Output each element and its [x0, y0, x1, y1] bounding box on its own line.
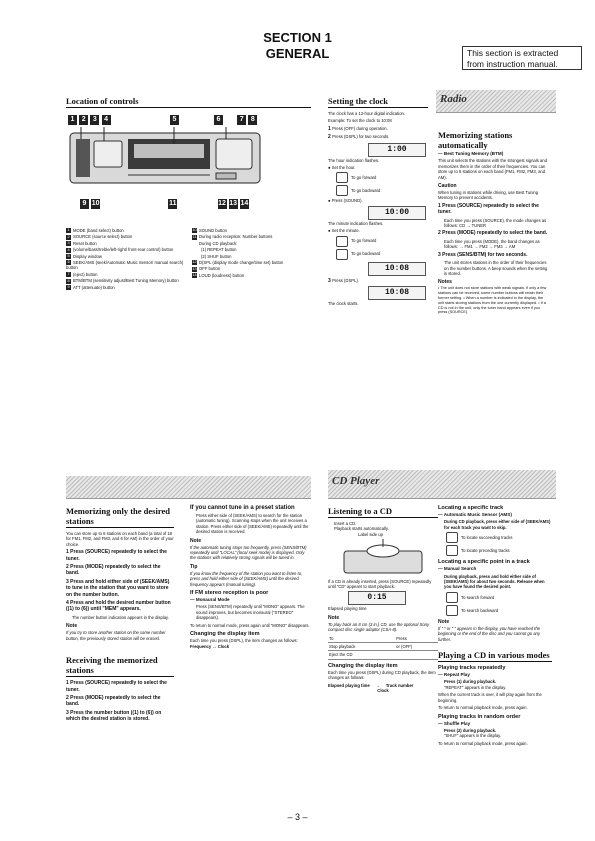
caution-text: When tuning in stations while driving, use Best Tuning Memory to prevent accidents.	[438, 190, 539, 201]
locate-backward: To locate preceding tracks	[446, 545, 552, 556]
seek-button-icon	[446, 605, 458, 616]
fm-body: Press (SENS/BTM) repeatedly until "MONO" appears. The sound improves, but becomes monaural ("STEREO" disappears).	[196, 604, 305, 621]
shuffle-step-detail: "SHUF" appears in the display.	[444, 733, 502, 739]
hour-forward: To go forward	[336, 172, 428, 183]
cd-body: If a CD is already inserted, press (SOURCE) repeatedly until "CD" appears to start playback.	[328, 578, 432, 590]
receive-step-3: 3 Press the number button ((1) to (6)) on which the desired station is stored.	[66, 709, 162, 723]
radio-step-2-detail: Each time you press (MODE), the band changes as follows: → FM1 → FM2 → FM3 → AM	[444, 238, 540, 250]
callout-8: 8	[248, 115, 257, 125]
minute-forward: To go forward	[336, 236, 428, 247]
shuffle-subtitle: — Shuffle Play	[438, 720, 471, 726]
search-forward: To search forward	[446, 592, 552, 603]
display-item-heading: Changing the display item	[190, 631, 260, 638]
cd-banner	[328, 470, 556, 499]
repeat-step-detail: "REPEAT" appears in the display.	[444, 684, 507, 690]
legend-item: 14 LOUD (loudness) button	[192, 272, 245, 278]
table-cell: Eject the CD	[328, 651, 395, 659]
cd-display-sequence: Elapsed playing time → Track number	[328, 682, 414, 688]
cd-display-clock: Clock	[377, 688, 389, 694]
memo-body: You can store up to 6 stations on each band (a total of 18 for FM1, FM2, and FM3, and 6 for AM) in the order of your choice.	[66, 531, 174, 547]
cd-display-heading: Changing the display item	[328, 662, 398, 669]
table-header: Press	[395, 635, 438, 643]
radio-banner-2	[66, 476, 311, 499]
shuffle-return: To return to normal playback mode, press again.	[438, 740, 528, 746]
setting-the-clock	[328, 96, 428, 306]
callout-1: 1	[68, 115, 77, 125]
radio-step-1: 1 Press (SOURCE) repeatedly to select the tuner.	[438, 202, 539, 216]
memo-step-4: 4 Press and hold the desired number button ((1) to (6)) until "MEM" appears.	[66, 600, 171, 613]
table-header: To	[328, 635, 395, 643]
repeat-subtitle: — Repeat Play	[438, 672, 470, 678]
clock-step-1: 1 Press (OFF) during operation.	[328, 125, 388, 132]
clock-lcd-1: 1:00	[368, 143, 426, 157]
legend-item: (1) REPEAT button	[201, 247, 237, 253]
radio-notes: • The unit does not store stations with weak signals. If only a few stations can be received, some number buttons will retain their former setting. • When a number is indicated in the display, the unit starts storing stations from the one currently displayed. • If a CD is not in the unit, only the tuner band appears even if you press (SOURCE).	[438, 286, 547, 315]
locate-body: During CD playback, press either side of (SEEK/AMS) for each track you want to skip.	[444, 519, 551, 530]
cd-insert-illustration	[338, 537, 428, 577]
location-of-controls	[66, 96, 311, 291]
legend-item: 1 MODE (band select) button	[67, 228, 124, 233]
radio-subtitle: — Best Tuning Memory (BTM)	[438, 151, 504, 156]
cd-lcd: 0:15	[348, 591, 406, 605]
section-name: GENERAL	[265, 46, 330, 61]
radio-body: This unit selects the stations with the strongest signals and memorizes them in the order of their frequencies. You can store up to 6 stations on each band (FM1, FM2, FM3, and AM).	[438, 158, 547, 180]
legend-item: 7 (eject) button	[67, 271, 98, 277]
cd-note-heading: Note	[328, 614, 340, 621]
seek-button-icon	[446, 532, 458, 543]
locate-point-title: Locating a specific point in a track	[438, 559, 530, 566]
section-number: SECTION 1	[263, 30, 332, 45]
display-item-body: Each time you press (DSPL), the item changes as follows:	[190, 638, 298, 644]
minute-backward: To go backward	[336, 249, 428, 260]
memo-note: If you try to store another station on the same number button, the previously stored station will be erased.	[66, 630, 166, 641]
memorizing-desired	[66, 506, 174, 725]
device-illustration	[66, 111, 311, 216]
cd-banner-label: CD Player	[332, 475, 380, 487]
callout-12: 12	[218, 200, 226, 207]
cd-label-side: Label side up	[358, 531, 383, 537]
seek-button-icon	[336, 185, 348, 196]
legend-item: 2 SOURCE (source select) button	[67, 234, 133, 240]
callouts-top-left	[68, 115, 112, 125]
legend-item: 13 OFF button	[192, 266, 221, 272]
legend-right	[192, 228, 302, 291]
legend-item: 5 Display window	[67, 253, 102, 259]
repeat-note: When the current track is over, it will play again from the beginning.	[438, 692, 542, 703]
clock-lcd-3: 10:08	[368, 262, 426, 276]
extract-note: This section is extracted from instruction manual.	[467, 48, 559, 69]
cannot-tune	[190, 502, 310, 649]
clock-example: Example: To set the clock to 10:08	[328, 118, 392, 124]
cd-note: To play back an 8 cm (3 in.) CD, use the optional Sony compact disc single adaptor (CSA-8).	[328, 621, 430, 633]
cannot-body: Press either side of (SEEK/AMS) to search for the station (automatic tuning). Scanning stops when the unit receives a station. Press either side of (SEEK/AMS) repeatedly until the desired station is received.	[196, 513, 309, 535]
clock-caption-4: The clock starts.	[328, 301, 359, 307]
legend-item: 6 SEEK/AMS (seek/Automatic Music Sensor/ manual search) button	[66, 260, 184, 271]
receive-title: Receiving the memorized stations	[66, 655, 158, 676]
clock-intro: The clock has a 12-hour digital indication.	[328, 111, 406, 116]
memo-note-heading: Note	[66, 623, 78, 630]
callout-5: 5	[170, 115, 179, 125]
callout-6: 6	[214, 115, 223, 125]
locate-point-body: During playback, press and hold either side of (SEEK/AMS) for about two seconds. Release when you have found the desired point.	[444, 573, 545, 590]
cannot-tip: If you know the frequency of the station you want to listen to, press and hold either side of (SEEK/AMS) until the desired frequency appears (manual tuning).	[190, 570, 303, 587]
memo-step-4-detail: The number button indication appears in the display.	[72, 614, 169, 620]
seek-button-icon	[336, 172, 348, 183]
title-rule	[328, 107, 428, 108]
locating-track	[438, 502, 552, 746]
title-rule	[66, 676, 174, 677]
clock-bullet-b: ● Set the minute.	[328, 228, 360, 234]
memo-step-2: 2 Press (MODE) repeatedly to select the band.	[66, 564, 161, 577]
radio-title: Memorizing stations automatically	[438, 130, 513, 150]
callout-14: 14	[240, 200, 249, 207]
seek-button-icon	[336, 249, 348, 260]
locate-title: Locating a specific track	[438, 505, 504, 511]
display-item-sequence: Frequency ↔ Clock	[190, 643, 230, 649]
cannot-tip-heading: Tip	[190, 563, 198, 570]
locate-subtitle: — Automatic Music Sensor (AMS)	[438, 512, 512, 517]
title-rule	[66, 527, 174, 528]
hour-backward: To go backward	[336, 185, 428, 196]
repeat-step: Press (1) during playback.	[444, 679, 497, 685]
seek-button-icon	[446, 545, 458, 556]
callout-7: 7	[237, 115, 246, 125]
memo-title: Memorizing only the desired stations	[66, 506, 170, 526]
legend-item: During CD playback:	[199, 240, 238, 246]
cannot-title: If you cannot tune in a preset station	[190, 505, 295, 511]
legend-item: (2) SHUF button	[201, 253, 232, 259]
clock-press-sound: ● Press (SOUND).	[328, 198, 363, 204]
locate-note: If " " or " " appears in the display, you have reached the beginning or the end of the disc and you cannot go any further.	[438, 625, 541, 642]
radio-step-2: 2 Press (MODE) repeatedly to select the band.	[438, 230, 548, 237]
receive-step-1: 1 Press (SOURCE) repeatedly to select the tuner.	[66, 680, 167, 693]
locate-point-subtitle: — Manual Search	[438, 566, 477, 572]
callout-3: 3	[90, 115, 99, 125]
callout-9: 9	[80, 199, 89, 209]
radio-banner	[436, 90, 556, 113]
playing-title: Playing a CD in various modes	[438, 650, 550, 661]
fm-subtitle: — Monaural Mode	[190, 597, 230, 603]
page-number: – 3 –	[287, 812, 308, 822]
legend-item: 9 ATT (attenuate) button	[67, 284, 115, 290]
callout-2: 2	[79, 115, 88, 125]
fm-heading: If FM stereo reception is poor	[190, 590, 269, 597]
table-cell	[395, 651, 438, 659]
memo-step-1: 1 Press (SOURCE) repeatedly to select the tuner.	[66, 549, 167, 562]
cd-step-1: Insert a CD.	[334, 521, 357, 526]
clock-step-2: 2 Press (DSPL) for two seconds.	[328, 134, 390, 141]
seek-button-icon	[446, 592, 458, 603]
cd-caption: Elapsed playing time	[328, 606, 367, 612]
notes-heading: Notes	[438, 279, 452, 286]
shuffle-heading: Playing tracks in random order	[438, 713, 521, 720]
clock-lcd-4: 10:08	[368, 286, 426, 300]
shuffle-step: Press (2) during playback.	[444, 727, 497, 733]
memo-step-3: 3 Press and hold either side of (SEEK/AMS) to tune in the station that you want to store on the number button.	[66, 578, 170, 598]
radio-step-3-detail: The unit stores stations in the order of their frequencies on the number buttons. A beep sounds when the setting is stored.	[444, 260, 548, 276]
title-rule	[438, 661, 552, 662]
table-cell: Stop playback	[328, 643, 395, 651]
fm-return: To return to normal mode, press again until "MONO" disappears.	[190, 622, 310, 628]
repeat-return: To return to normal playback mode, press again.	[438, 705, 528, 711]
repeat-heading: Playing tracks repeatedly	[438, 665, 506, 672]
extract-note-box	[462, 46, 582, 70]
cd-display-body: Each time you press (DSPL) during CD playback, the item changes as follows:	[328, 669, 436, 681]
legend-item: 10 SOUND button	[192, 228, 227, 233]
memorizing-automatically	[438, 130, 550, 315]
cd-step-1-detail: Playback starts automatically.	[334, 526, 389, 532]
callouts-bottom	[80, 199, 250, 209]
callout-4: 4	[102, 115, 111, 125]
legend-left	[66, 228, 184, 291]
location-title: Location of controls	[66, 96, 139, 106]
table-cell: or (OFF)	[395, 643, 438, 651]
legend-item: 4 (volume/bass/treble/left-right/ front-rear control) button	[67, 247, 174, 253]
clock-bullet-a: ● Set the hour.	[328, 165, 356, 171]
cannot-note: If the automatic tuning stops too frequently, press (SENS/BTM) repeatedly until "LOCAL" (local seek mode) is displayed. Only the stations with relatively strong signals will be tuned in.	[190, 544, 307, 561]
callout-13: 13	[229, 200, 238, 207]
receive-step-2: 2 Press (MODE) repeatedly to select the band.	[66, 694, 161, 708]
listening-to-cd	[328, 506, 438, 694]
seek-button-icon	[336, 236, 348, 247]
search-backward: To search backward	[446, 605, 552, 616]
title-rule	[66, 107, 311, 108]
legend-item: 3 Reset button	[67, 240, 97, 246]
radio-banner-label: Radio	[440, 93, 467, 105]
clock-step-3: 3 Press (DSPL).	[328, 277, 359, 284]
legend-item: 8 BTM/BTM (sensitivity adjust/Best Tuning Memory) button	[67, 278, 179, 284]
clock-caption-1: The hour indication flashes.	[328, 157, 380, 163]
cannot-note-heading: Note	[190, 537, 202, 544]
callout-10: 10	[91, 200, 100, 207]
clock-caption-2: The minute indication flashes.	[328, 220, 384, 226]
cd-control-table	[328, 635, 438, 660]
caution-heading: Caution	[438, 183, 457, 190]
locate-forward: To locate succeeding tracks	[446, 532, 552, 543]
locate-note-heading: Note	[438, 618, 450, 625]
title-rule	[328, 517, 438, 518]
legend-item: 11 During radio reception: Number buttons	[192, 234, 273, 240]
car-stereo-front-panel	[66, 127, 276, 197]
legend-item: 12 D(SPL (display mode change/time set) button	[192, 260, 284, 266]
callout-11: 11	[169, 200, 177, 207]
callouts-top-right	[214, 115, 258, 125]
radio-step-1-detail: Each time you press (SOURCE), the mode changes as follows: CD → TUNER	[444, 217, 547, 229]
clock-title: Setting the clock	[328, 96, 388, 106]
radio-step-3: 3 Press (SENS/BTM) for two seconds.	[438, 251, 528, 258]
legend	[66, 228, 311, 291]
cd-title: Listening to a CD	[328, 506, 392, 516]
clock-lcd-2: 10:00	[368, 206, 426, 220]
